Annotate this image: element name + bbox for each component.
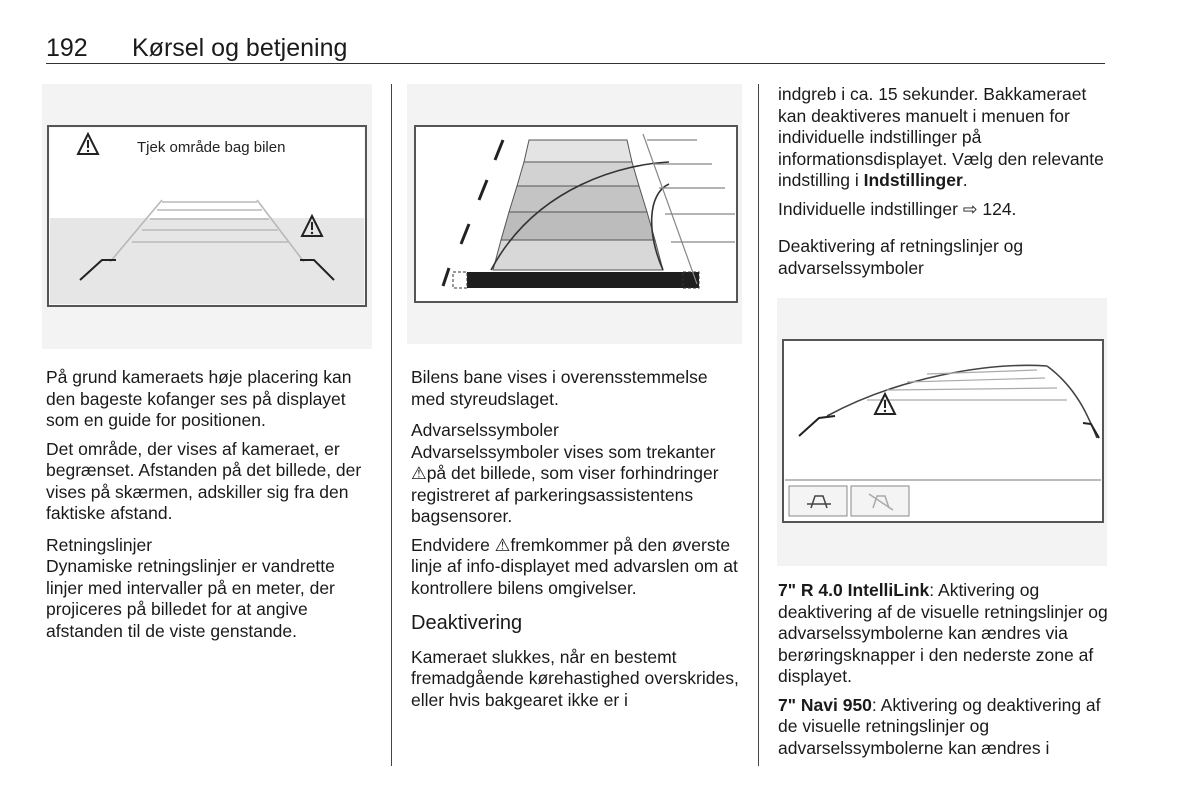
col3-paragraph-3: 7" R 4.0 IntelliLink: Aktivering og deaktivering af de visuelle retningslinjer og advarselssymbolerne kan ændres via berøringsknapper i den nederste zone af displayet. — [778, 580, 1108, 686]
col1-paragraph-3: Dynamiske retningslinjer er vandrette linjer med intervaller på en meter, der projiceres på billedet for at angive afstanden til de viste genstande. — [46, 556, 335, 641]
column-3-bottom — [778, 580, 1108, 766]
col2-heading-deaktivering: Deaktivering — [411, 612, 523, 634]
page-number: 192 — [46, 34, 88, 62]
figure-camera-warning — [42, 84, 372, 349]
col2-paragraph-3: Endvidere ⚠fremkommer på den øverste linje af info-displayet med advarslen om at kontrollere bilens omgivelser. — [411, 534, 738, 598]
warning-symbols-toggle-button[interactable] — [851, 486, 909, 516]
col1-paragraph-2: Det område, der vises af kameraet, er begrænset. Afstanden på det billede, der vises på skærmen, adskiller sig fra den faktiske afstand. — [46, 438, 362, 523]
column-2 — [411, 367, 741, 718]
col2-paragraph-1: Bilens bane vises i overensstemmelse med styreudslaget. — [411, 367, 708, 409]
warning-triangle-icon-inline-2: ⚠ — [494, 534, 511, 555]
col3-paragraph-4: 7" Navi 950: Aktivering og deaktivering af de visuelle retningslinjer og advarselssymbolerne kan ændres i — [778, 694, 1101, 758]
column-divider-2 — [758, 84, 759, 766]
col1-heading-retningslinjer: Retningslinjer — [46, 534, 153, 555]
page-reference-arrow-icon: ⇨ — [962, 198, 978, 219]
col2-paragraph-4: Kameraet slukkes, når en bestemt fremadgående kørehastighed overskrides, eller hvis bakgearet ikke er i — [411, 646, 739, 710]
header-rule — [46, 63, 1105, 64]
guidelines-toggle-button[interactable] — [789, 486, 847, 516]
figure-warning-text: Tjek område bag bilen — [137, 139, 286, 156]
col3-paragraph-1: indgreb i ca. 15 sekunder. Bakkameraet kan deaktiveres manuelt i menuen for individuelle indstillinger på informationsdisplayet. Vælg den relevante indstilling i Indstillinger. — [778, 84, 1104, 190]
col3-heading-deaktivering: Deaktivering af retningslinjer og advarselssymboler — [778, 236, 1024, 278]
col2-paragraph-2: Advarselssymboler vises som trekanter ⚠på det billede, som viser forhindringer registreret af parkeringsassistentens bagsensorer. — [411, 441, 719, 526]
column-divider-1 — [391, 84, 392, 766]
col3-paragraph-2: Individuelle indstillinger ⇨ 124. — [778, 198, 1017, 219]
figure-guideline-toggle — [777, 298, 1107, 566]
column-3-top — [778, 84, 1108, 279]
warning-triangle-icon-inline: ⚠ — [411, 463, 427, 483]
col2-heading-advarselssymboler: Advarselssymboler — [411, 420, 559, 440]
figure-trajectory — [407, 84, 742, 344]
chapter-title: Kørsel og betjening — [132, 34, 348, 62]
column-1 — [46, 367, 376, 649]
col1-paragraph-1: På grund kameraets høje placering kan den bageste kofanger ses på displayet som en guide for positionen. — [46, 367, 352, 430]
